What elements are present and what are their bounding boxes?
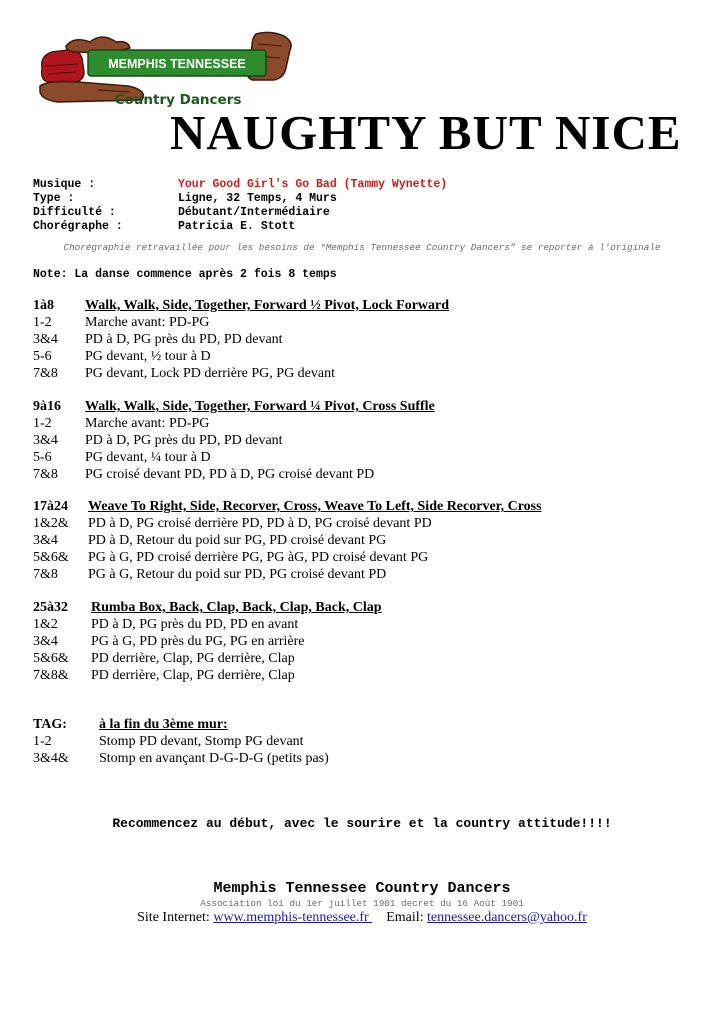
section-header <box>33 398 435 415</box>
section-header <box>33 297 449 314</box>
step-row <box>33 348 449 365</box>
section-count: 9à16 <box>33 399 61 414</box>
footer-club-name: Memphis Tennessee Country Dancers <box>213 880 511 897</box>
step-row <box>33 331 449 348</box>
logo-line1: MEMPHIS TENNESSEE <box>108 57 246 71</box>
section-title: Walk, Walk, Side, Together, Forward ¼ Pivot, Cross Suffle <box>85 399 435 414</box>
step-row <box>33 650 382 667</box>
step-text: Stomp en avançant D-G-D-G (petits pas) <box>99 751 329 766</box>
section-count: TAG: <box>33 717 67 732</box>
section-title: Rumba Box, Back, Clap, Back, Clap, Back, Clap <box>91 600 382 615</box>
email-label: Email: <box>386 910 424 925</box>
meta-row-difficulty <box>33 206 447 220</box>
dance-title: NAUGHTY BUT NICE <box>170 105 682 160</box>
site-label: Site Internet: <box>137 910 210 925</box>
step-count: 1-2 <box>33 315 52 330</box>
site-link[interactable]: www.memphis-tennessee.fr <box>213 910 373 925</box>
step-text: PD à D, PG près du PD, PD devant <box>85 433 283 448</box>
step-count: 3&4 <box>33 433 58 448</box>
step-row <box>33 616 382 633</box>
step-row <box>33 566 542 583</box>
logo-line2: Country Dancers <box>114 92 242 108</box>
step-count: 7&8 <box>33 366 58 381</box>
step-count: 3&4 <box>33 533 58 548</box>
step-text: PG devant, Lock PD derrière PG, PG devant <box>85 366 336 381</box>
meta-value: Patricia E. Stott <box>178 220 296 233</box>
section-header <box>33 498 542 515</box>
step-row <box>33 633 382 650</box>
step-text: PD à D, Retour du poid sur PG, PD croisé devant PG <box>88 533 387 548</box>
step-text: PD derrière, Clap, PG derrière, Clap <box>91 668 295 683</box>
meta-value: Débutant/Intermédiaire <box>178 206 330 219</box>
section-title: à la fin du 3ème mur: <box>99 717 228 732</box>
step-text: PG devant, ½ tour à D <box>85 349 211 364</box>
step-text: PG à G, Retour du poid sur PD, PG croisé devant PD <box>88 567 387 582</box>
step-row <box>33 667 382 684</box>
section-tag <box>33 716 329 767</box>
step-count: 1&2 <box>33 617 58 632</box>
step-row <box>33 466 435 483</box>
meta-label: Musique : <box>33 178 96 191</box>
step-count: 7&8 <box>33 467 58 482</box>
meta-row-choreographer <box>33 220 447 234</box>
step-row <box>33 515 542 532</box>
step-row <box>33 415 435 432</box>
step-count: 3&4& <box>33 751 69 766</box>
step-text: PD derrière, Clap, PG derrière, Clap <box>91 651 295 666</box>
step-count: 5-6 <box>33 450 52 465</box>
step-row <box>33 733 329 750</box>
step-row <box>33 750 329 767</box>
rework-note: Chorégraphie retravaillée pour les besoins de “Memphis Tennessee Country Dancers” se reporter à l'originale <box>63 242 661 253</box>
meta-row-music <box>33 178 447 192</box>
club-logo <box>38 28 300 110</box>
step-row <box>33 549 542 566</box>
step-count: 1-2 <box>33 416 52 431</box>
step-row <box>33 365 449 382</box>
step-text: PG à G, PD croisé derrière PG, PG àG, PD croisé devant PG <box>88 550 429 565</box>
step-count: 5&6& <box>33 550 69 565</box>
section-header <box>33 716 329 733</box>
step-text: PD à D, PG près du PD, PD devant <box>85 332 283 347</box>
meta-value: Your Good Girl's Go Bad (Tammy Wynette) <box>178 178 448 191</box>
footer-association: Association loi du 1er juillet 1901 decret du 16 Août 1901 <box>200 898 524 909</box>
step-text: Marche avant: PD-PG <box>85 315 210 330</box>
step-count: 1-2 <box>33 734 52 749</box>
step-text: Marche avant: PD-PG <box>85 416 210 431</box>
section-9-16 <box>33 398 435 483</box>
section-1-8 <box>33 297 449 382</box>
section-count: 17à24 <box>33 499 68 514</box>
step-count: 3&4 <box>33 634 58 649</box>
step-count: 3&4 <box>33 332 58 347</box>
intro-note: Note: La danse commence après 2 fois 8 temps <box>33 268 337 281</box>
section-25-32 <box>33 599 382 684</box>
meta-value: Ligne, 32 Temps, 4 Murs <box>178 192 337 205</box>
step-row <box>33 532 542 549</box>
section-count: 25à32 <box>33 600 68 615</box>
step-row <box>33 432 435 449</box>
step-count: 5-6 <box>33 349 52 364</box>
email-link[interactable]: tennessee.dancers@yahoo.fr <box>427 910 587 925</box>
step-count: 1&2& <box>33 516 69 531</box>
step-text: PG à G, PD près du PG, PG en arrière <box>91 634 305 649</box>
section-title: Weave To Right, Side, Recorver, Cross, Weave To Left, Side Recorver, Cross <box>88 499 542 514</box>
step-count: 7&8& <box>33 668 69 683</box>
section-17-24 <box>33 498 542 583</box>
step-text: Stomp PD devant, Stomp PG devant <box>99 734 304 749</box>
meta-row-type <box>33 192 447 206</box>
step-text: PD à D, PG croisé derrière PD, PD à D, PG croisé devant PD <box>88 516 432 531</box>
section-title: Walk, Walk, Side, Together, Forward ½ Pivot, Lock Forward <box>85 298 450 313</box>
meta-label: Type : <box>33 192 75 205</box>
step-text: PG croisé devant PD, PD à D, PG croisé devant PD <box>85 467 375 482</box>
step-text: PG devant, ¼ tour à D <box>85 450 211 465</box>
section-header <box>33 599 382 616</box>
section-count: 1à8 <box>33 298 54 313</box>
step-count: 7&8 <box>33 567 58 582</box>
step-row <box>33 314 449 331</box>
footer-contact <box>0 910 724 926</box>
step-count: 5&6& <box>33 651 69 666</box>
step-row <box>33 449 435 466</box>
meta-label: Difficulté : <box>33 206 116 219</box>
closing-message: Recommencez au début, avec le sourire et la country attitude!!!! <box>112 816 612 831</box>
meta-label: Chorégraphe : <box>33 220 123 233</box>
step-text: PD à D, PG près du PD, PD en avant <box>91 617 299 632</box>
dance-metadata <box>33 178 447 234</box>
